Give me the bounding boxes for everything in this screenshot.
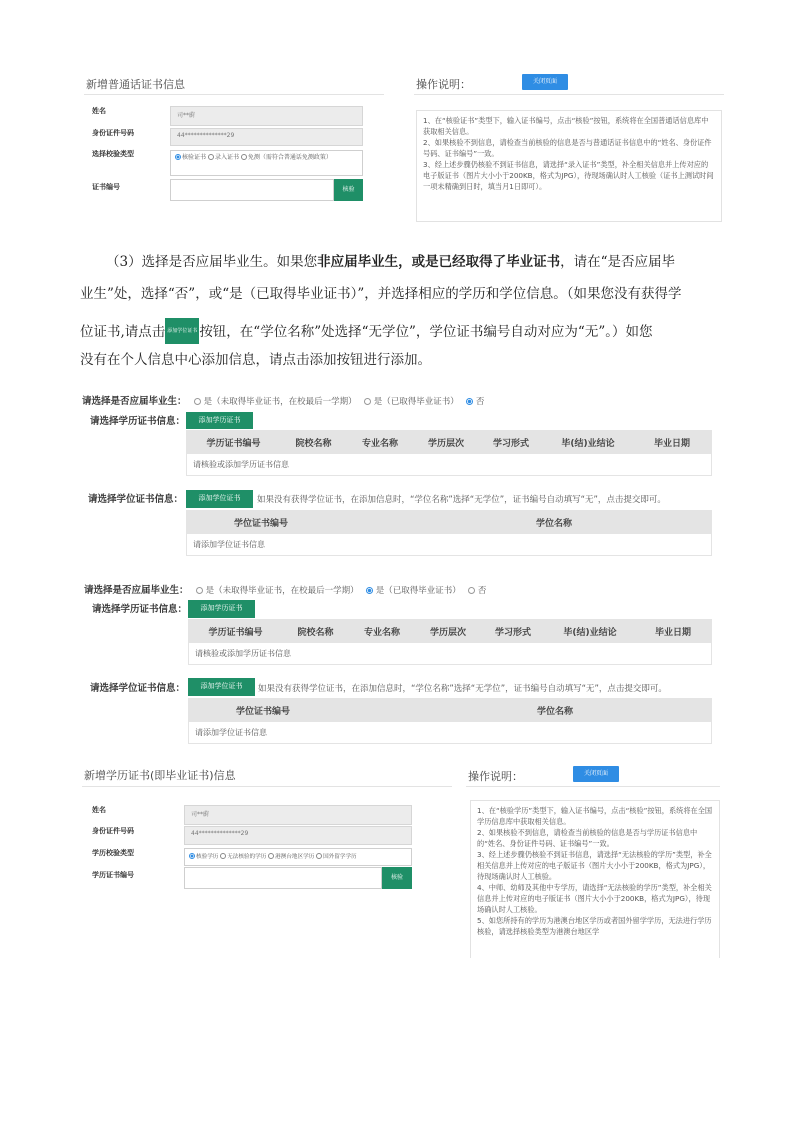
edu-cert-label: 请选择学历证书信息：	[90, 416, 186, 427]
degree-hint: 如果没有获得学位证书，在添加信息时，“学位名称”选择“无学位”，证书编号自动填写“无”，点击提交即可。	[258, 684, 667, 694]
radio-verify-cert[interactable]	[175, 154, 181, 160]
edu-cert-label: 请选择学历证书信息：	[92, 604, 188, 615]
add-degree-cert-button[interactable]: 添加学位证书	[188, 678, 255, 696]
col-header: 专业名称	[363, 627, 400, 638]
panel-divider	[466, 786, 720, 787]
degree-table-empty-row: 请添加学位证书信息	[186, 534, 712, 556]
edu-table-header	[188, 619, 712, 643]
add-edu-cert-button[interactable]: 添加学历证书	[188, 600, 255, 618]
name-label: 姓名	[92, 806, 106, 814]
ops-notes	[470, 800, 720, 958]
edu-cert-no-label: 学历证书编号	[92, 871, 134, 879]
verify-type-radio-group: 核验证书 录入证书 免测（需符合普通话免测政策）	[170, 150, 363, 176]
add-edu-cert-button[interactable]: 添加学历证书	[186, 412, 253, 429]
instruction-line-4: 没有在个人信息中心添加信息，请点击添加按钮进行添加。	[80, 352, 431, 368]
name-field[interactable]: 司**蔚	[170, 106, 363, 126]
note-item: 1、在“核验证书”类型下，输入证书编号，点击“核验”按钮，系统将在全国普通话信息库中获取相关信息。	[423, 116, 709, 136]
cert-no-input[interactable]	[170, 179, 334, 201]
ops-notes	[416, 110, 722, 222]
verify-button[interactable]: 核验	[334, 179, 363, 201]
col-header: 学位证书编号	[235, 706, 290, 717]
radio-grad-yes-no-cert[interactable]	[196, 587, 203, 594]
add-degree-inline-button: 添加学位证书	[165, 318, 199, 344]
graduate-question-2: 请选择是否应届毕业生： 是（未取得毕业证书，在校最后一学期） 是（已取得毕业证书） 否	[84, 585, 487, 596]
degree-table-empty-row: 请添加学位证书信息	[188, 722, 712, 744]
radio-grad-no[interactable]	[468, 587, 475, 594]
col-header: 学历层次	[427, 438, 464, 449]
col-header: 毕业日期	[654, 627, 691, 638]
degree-cert-label: 请选择学位证书信息：	[90, 683, 186, 694]
panel-divider	[84, 94, 384, 95]
note-item: 1、在“核验学历”类型下，输入证书编号，点击“核验”按钮，系统将在全国学历信息库中获取相关信息。	[477, 806, 713, 826]
verify-button[interactable]: 核验	[382, 867, 412, 889]
id-label: 身份证件号码	[92, 129, 134, 137]
radio-unverifiable-edu[interactable]	[220, 853, 226, 859]
id-label: 身份证件号码	[92, 827, 134, 835]
ops-title: 操作说明：	[416, 78, 471, 91]
note-item: 2、如果核验不到信息，请检查当前核验的信息是否与普通话证书信息中的“姓名、身份证件号码、证书编号”一致。	[423, 138, 712, 158]
radio-verify-edu[interactable]	[189, 853, 195, 859]
radio-input-cert[interactable]	[208, 154, 214, 160]
degree-table-header	[186, 510, 712, 534]
edu-cert-no-input[interactable]	[184, 867, 382, 889]
instruction-line-2: 业生”处，选择“否”，或“是（已取得毕业证书）”，并选择相应的学历和学位信息。（如果您没有获得学	[80, 286, 682, 302]
col-header: 院校名称	[297, 627, 334, 638]
col-header: 学位名称	[535, 518, 572, 529]
id-field[interactable]: 44**************29	[184, 826, 412, 845]
name-label: 姓名	[92, 107, 106, 115]
edu-verify-type-radio-group: 核验学历 无法核验的学历 港澳台地区学历 国外留学学历	[184, 848, 412, 866]
graduate-question-1: 请选择是否应届毕业生： 是（未取得毕业证书，在校最后一学期） 是（已取得毕业证书） 否	[82, 396, 485, 407]
ops-title: 操作说明：	[468, 770, 523, 783]
col-header: 毕业日期	[653, 438, 690, 449]
note-item: 5、如您所持有的学历为港澳台地区学历或者国外留学学历，无法进行学历核验，请选择核验类型为港澳台地区学	[477, 916, 712, 936]
note-item: 2、如果核验不到信息，请检查当前核验的信息是否与学历证书信息中的“姓名、身份证件号码、证书编号”一致。	[477, 828, 698, 848]
radio-grad-yes-cert[interactable]	[364, 398, 371, 405]
radio-grad-yes-cert[interactable]	[366, 587, 373, 594]
col-header: 毕(结)业结论	[561, 438, 615, 449]
col-header: 毕(结)业结论	[563, 627, 617, 638]
panel-divider	[82, 786, 452, 787]
degree-cert-label: 请选择学位证书信息：	[88, 494, 184, 505]
col-header: 专业名称	[361, 438, 398, 449]
panel-divider	[414, 94, 724, 95]
col-header: 学历证书编号	[208, 627, 263, 638]
degree-table-header	[188, 698, 712, 722]
col-header: 学习形式	[492, 438, 529, 449]
radio-grad-yes-no-cert[interactable]	[194, 398, 201, 405]
add-degree-cert-button[interactable]: 添加学位证书	[186, 490, 253, 508]
verify-type-label: 学历校验类型	[92, 849, 134, 857]
edu-table-empty-row: 请核验或添加学历证书信息	[188, 643, 712, 665]
id-field[interactable]: 44**************29	[170, 128, 363, 146]
col-header: 学历证书编号	[206, 438, 261, 449]
verify-type-label: 选择校验类型	[92, 150, 134, 158]
radio-overseas-edu[interactable]	[316, 853, 322, 859]
col-header: 学习形式	[494, 627, 531, 638]
instruction-line-3: 位证书,请点击 添加学位证书 按钮，在“学位名称”处选择“无学位”，学位证书编号自动对应为“无”。）如您	[80, 318, 652, 344]
radio-hk-mo-tw-edu[interactable]	[268, 853, 274, 859]
col-header: 学位证书编号	[233, 518, 288, 529]
close-page-button[interactable]: 关闭页面	[573, 766, 619, 782]
edu-table-header	[186, 430, 712, 454]
radio-exempt[interactable]	[241, 154, 247, 160]
cert-no-label: 证书编号	[92, 183, 120, 191]
close-page-button[interactable]: 关闭页面	[522, 74, 568, 90]
instruction-line-1: （3）选择是否应届毕业生。如果您非应届毕业生，或是已经取得了毕业证书，请在“是否应届毕	[106, 254, 675, 270]
radio-grad-no[interactable]	[466, 398, 473, 405]
col-header: 学历层次	[429, 627, 466, 638]
edu-table-empty-row: 请核验或添加学历证书信息	[186, 454, 712, 476]
degree-hint: 如果没有获得学位证书，在添加信息时，“学位名称”选择“无学位”，证书编号自动填写“无”，点击提交即可。	[257, 495, 666, 505]
note-item: 3、经上述步骤仍核验不到证书信息，请选择“无法核验的学历”类型，补全相关信息并上传对应的电子版证书（图片大小小于200KB，格式为JPG），待现场确认时人工核验。	[477, 850, 712, 881]
col-header: 院校名称	[295, 438, 332, 449]
putonghua-panel-title: 新增普通话证书信息	[86, 78, 185, 91]
name-field[interactable]: 司**蔚	[184, 805, 412, 825]
note-item: 4、中师、幼师及其他中专学历，请选择“无法核验的学历”类型，补全相关信息并上传对应的电子版证书（图片大小小于200KB，格式为JPG），待现场确认时人工核验。	[477, 883, 712, 914]
edu-panel-title: 新增学历证书(即毕业证书)信息	[84, 769, 236, 782]
col-header: 学位名称	[536, 706, 573, 717]
note-item: 3、经上述步骤仍核验不到证书信息，请选择“录入证书”类型，补全相关信息并上传对应的电子版证书（图片大小小于200KB，格式为JPG），待现场确认时人工核验（证书上测试时间一项未精确到日时，填当月1日即可）。	[423, 160, 714, 191]
